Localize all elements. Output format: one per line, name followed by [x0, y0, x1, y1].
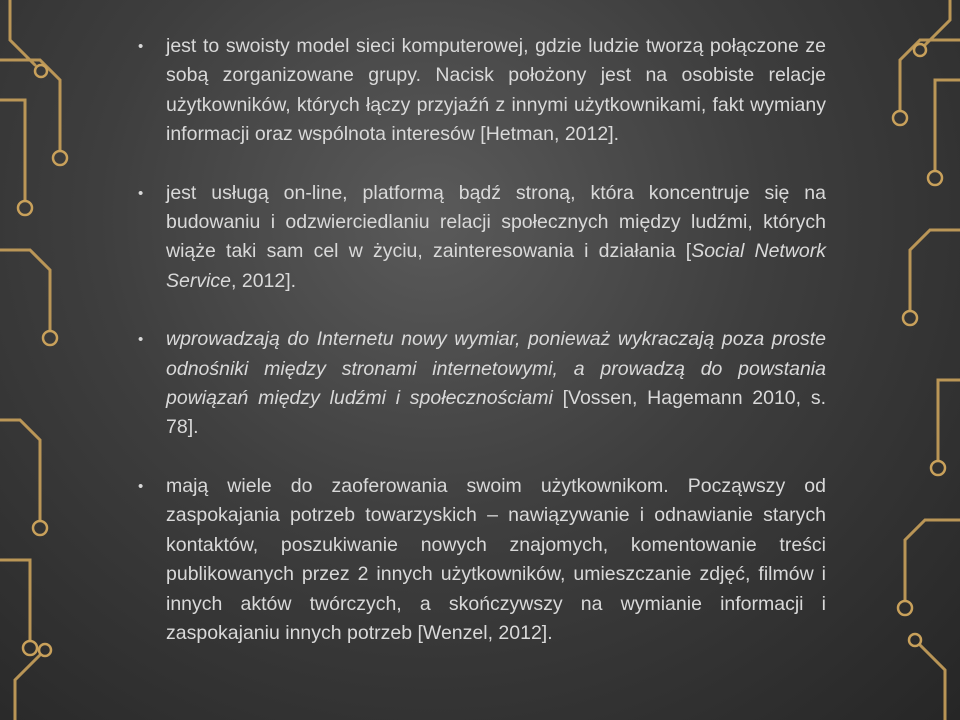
bullet-text: jest to swoisty model sieci komputerowej, gdzie ludzie tworzą połączone ze sobą zorganizowane grupy. Nacisk położony jest na osobiste relacje użytkowników, których łączy przyjaźń z innymi użytkownikami, fakt wymiany informacji oraz wspólnota interesów [Hetman, 2012]. [166, 35, 826, 146]
bullet-text-end: , 2012]. [231, 269, 297, 292]
bullet-item-4 [134, 472, 826, 648]
bullet-marker: • [138, 38, 144, 55]
bullet-text-end: [Vossen, Hagemann 2010, s. 78]. [166, 387, 826, 439]
bullet-marker: • [138, 331, 144, 349]
bullet-item-1 [134, 32, 826, 150]
bullet-list [134, 32, 826, 648]
bullet-marker: • [138, 184, 144, 202]
bullet-item-2 [134, 179, 826, 297]
circuit-decoration-left [0, 0, 140, 720]
bullet-item-3 [134, 325, 826, 443]
bullet-text-italic: Social Network Service [166, 240, 826, 292]
bullet-marker: • [138, 477, 144, 495]
circuit-decoration-right [820, 0, 960, 720]
bullet-text: jest usługą on-line, platformą bądź stroną, która koncentruje się na budowaniu i odzwierciedlaniu relacji społecznych między ludźmi, których wiąże taki sam cel w życiu, zainteresowania i działania [ [166, 181, 826, 263]
bullet-text: mają wiele do zaoferowania swoim użytkownikom. Począwszy od zaspokajania potrzeb towarzyskich – nawiązywanie i odnawianie starych kontaktów, poszukiwanie nowych znajomych, komentowanie treści publikowanych przez 2 innych użytkowników, umieszczanie zdjęć, filmów i innych aktów twórczych, a skończywszy na wymianie informacji i zaspokajaniu innych potrzeb [Wenzel, 2012]. [166, 474, 826, 644]
bullet-text-italic: wprowadzają do Internetu nowy wymiar, ponieważ wykraczają poza proste odnośniki między stronami internetowymi, a prowadzą do powstania powiązań między ludźmi i społecznościami [166, 328, 826, 410]
